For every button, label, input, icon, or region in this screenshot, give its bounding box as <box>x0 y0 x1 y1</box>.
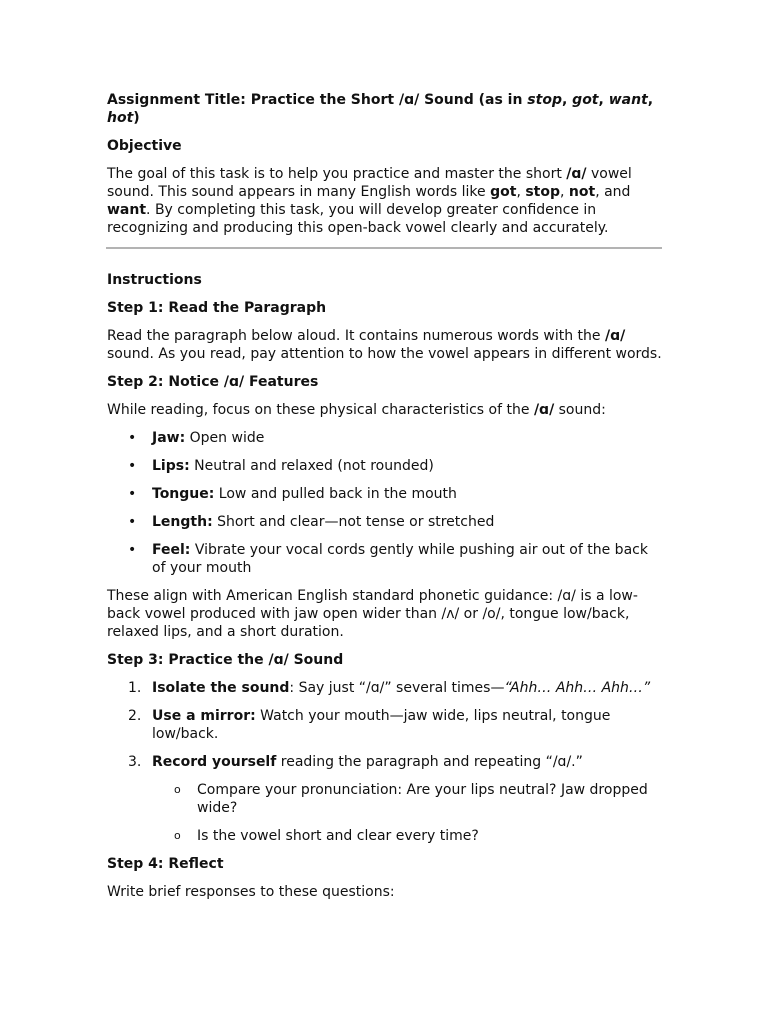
practice-step-3: 3. Record yourself reading the paragraph and repeating “/ɑ/.” <box>128 754 583 770</box>
objective-paragraph: The goal of this task is to help you practice and master the short /ɑ/ vowel sound. This sound appears in many English words like got, stop, not, and want. By completing this task, you will develop greater confidence in recognizing and producing this open-back vowel clearly and accurately. <box>107 166 632 236</box>
phonetic-note: These align with American English standard phonetic guidance: /ɑ/ is a low-back vowel produced with jaw open wider than /ʌ/ or /o/, tongue low/back, relaxed lips, and a short duration. <box>107 588 638 640</box>
features-list <box>107 429 663 577</box>
step4-paragraph: Write brief responses to these questions: <box>107 884 395 900</box>
step1-paragraph: Read the paragraph below aloud. It contains numerous words with the /ɑ/ sound. As you read, pay attention to how the vowel appears in different words. <box>107 328 662 362</box>
instructions-heading: Instructions <box>107 272 202 288</box>
step4-heading: Step 4: Reflect <box>107 856 224 872</box>
checklist-item: o Is the vowel short and clear every time? <box>197 827 663 845</box>
feature-item-lips: • Lips: Neutral and relaxed (not rounded) <box>152 457 663 475</box>
feature-item-length: • Length: Short and clear—not tense or stretched <box>152 513 663 531</box>
feature-item-feel: • Feel: Vibrate your vocal cords gently while pushing air out of the back of your mouth <box>152 541 663 577</box>
feature-item-tongue: • Tongue: Low and pulled back in the mouth <box>152 485 663 503</box>
objective-heading: Objective <box>107 138 182 154</box>
practice-step-2: 2. Use a mirror: Watch your mouth—jaw wide, lips neutral, tongue low/back. <box>128 708 611 742</box>
feature-item-jaw: • Jaw: Open wide <box>152 429 663 447</box>
step1-heading: Step 1: Read the Paragraph <box>107 300 327 316</box>
practice-steps-list <box>107 679 663 771</box>
step3-heading: Step 3: Practice the /ɑ/ Sound <box>107 652 344 668</box>
section-divider <box>106 247 662 249</box>
checklist-item: o Compare your pronunciation: Are your lips neutral? Jaw dropped wide? <box>197 781 663 817</box>
step2-heading: Step 2: Notice /ɑ/ Features <box>107 374 319 390</box>
recording-checklist <box>107 781 663 845</box>
step2-intro: While reading, focus on these physical characteristics of the /ɑ/ sound: <box>107 402 606 418</box>
document-content <box>107 91 663 911</box>
practice-step-1: 1. Isolate the sound: Say just “/ɑ/” several times—“Ahh… Ahh… Ahh…” <box>128 680 651 696</box>
assignment-title: Assignment Title: Practice the Short /ɑ/ Sound (as in stop, got, want, hot) <box>107 92 654 126</box>
